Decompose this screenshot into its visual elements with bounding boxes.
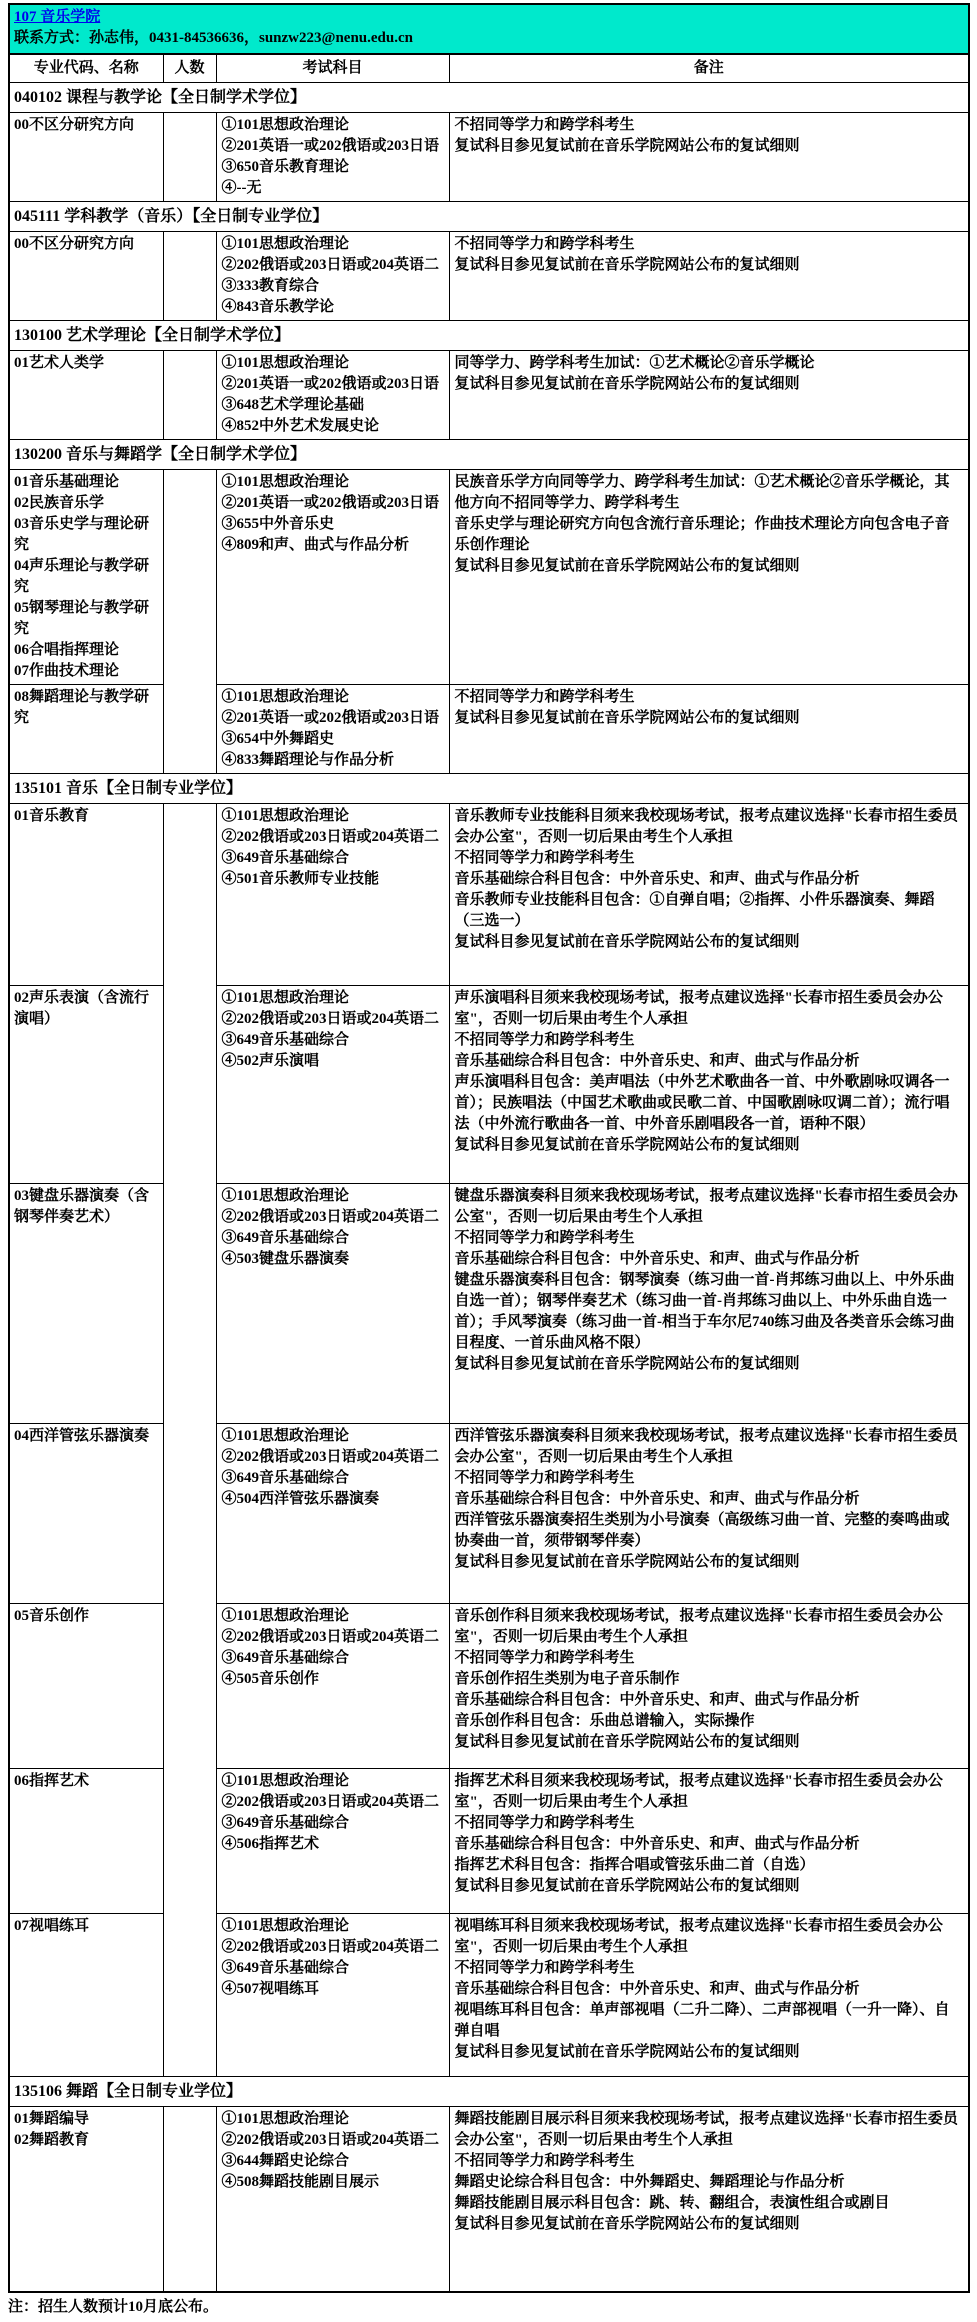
- college-header-row: [9, 4, 969, 54]
- note-line: 音乐基础综合科目包含：中外音乐史、和声、曲式与作品分析: [454, 1836, 860, 1852]
- subject-line: ③333教育综合: [221, 278, 320, 294]
- section-header-row: [9, 774, 969, 804]
- subject-line: ④502声乐演唱: [221, 1053, 320, 1069]
- note-line: 西洋管弦乐器演奏招生类别为小号演奏（高级练习曲一首、完整的奏鸣曲或协奏曲一首，须带钢琴伴奏）: [454, 1512, 950, 1549]
- major-cell: [9, 1769, 163, 1914]
- major-line: 01舞蹈编导: [14, 2111, 90, 2127]
- notes-cell: [449, 986, 969, 1184]
- count-cell: [163, 804, 216, 2077]
- major-cell: [9, 986, 163, 1184]
- subject-line: ①101思想政治理论: [221, 689, 350, 705]
- count-cell: [163, 113, 216, 202]
- subject-line: ②202俄语或203日语或204英语二: [221, 257, 440, 273]
- subjects-cell: [216, 685, 449, 774]
- subject-line: ①101思想政治理论: [221, 1773, 350, 1789]
- major-cell: [9, 1424, 163, 1604]
- major-line: 04声乐理论与教学研究: [14, 558, 150, 595]
- notes-cell: [449, 1769, 969, 1914]
- subject-line: ②201英语一或202俄语或203日语: [221, 376, 440, 392]
- note-line: 音乐基础综合科目包含：中外音乐史、和声、曲式与作品分析: [454, 871, 860, 887]
- subject-line: ④843音乐教学论: [221, 299, 335, 315]
- subject-line: ②202俄语或203日语或204英语二: [221, 1629, 440, 1645]
- note-line: 音乐基础综合科目包含：中外音乐史、和声、曲式与作品分析: [454, 1981, 860, 1997]
- major-line: 00不区分研究方向: [14, 236, 135, 252]
- note-line: 复试科目参见复试前在音乐学院网站公布的复试细则: [454, 1878, 800, 1894]
- college-link-line: [14, 7, 964, 28]
- major-line: 03音乐史学与理论研究: [14, 516, 150, 553]
- note-line: 不招同等学力和跨学科考生: [454, 1032, 635, 1048]
- subject-line: ②201英语一或202俄语或203日语: [221, 138, 440, 154]
- major-line: 01音乐基础理论: [14, 474, 120, 490]
- major-line: 03键盘乐器演奏（含钢琴伴奏艺术）: [14, 1188, 150, 1225]
- subject-line: ②202俄语或203日语或204英语二: [221, 1939, 440, 1955]
- section-title: 045111 学科教学（音乐）【全日制专业学位】: [9, 202, 969, 232]
- subject-line: ③655中外音乐史: [221, 516, 335, 532]
- subjects-cell: [216, 1914, 449, 2077]
- note-line: 复试科目参见复试前在音乐学院网站公布的复试细则: [454, 1554, 800, 1570]
- major-line: 01音乐教育: [14, 808, 90, 824]
- note-line: 不招同等学力和跨学科考生: [454, 236, 635, 252]
- section-header-row: [9, 321, 969, 351]
- major-line: 06指挥艺术: [14, 1773, 90, 1789]
- count-cell: [163, 2107, 216, 2292]
- note-line: 复试科目参见复试前在音乐学院网站公布的复试细则: [454, 710, 800, 726]
- major-line: 08舞蹈理论与教学研究: [14, 689, 150, 726]
- subjects-cell: [216, 1424, 449, 1604]
- subject-line: ①101思想政治理论: [221, 808, 350, 824]
- major-cell: [9, 351, 163, 440]
- subject-line: ①101思想政治理论: [221, 2111, 350, 2127]
- table-row: [9, 685, 969, 774]
- major-line: 00不区分研究方向: [14, 117, 135, 133]
- section-header-row: [9, 440, 969, 470]
- note-line: 同等学力、跨学科考生加试：①艺术概论②音乐学概论: [454, 355, 815, 371]
- note-line: 舞蹈技能剧目展示科目包含：跳、转、翻组合，表演性组合或剧目: [454, 2195, 890, 2211]
- subject-line: ④506指挥艺术: [221, 1836, 320, 1852]
- count-cell: [163, 351, 216, 440]
- note-line: 民族音乐学方向同等学力、跨学科考生加试：①艺术概论②音乐学概论，其他方向不招同等学力、跨学科考生: [454, 474, 950, 511]
- col-header-count: 人数: [163, 54, 216, 83]
- note-line: 西洋管弦乐器演奏科目须来我校现场考试，报考点建议选择"长春市招生委员会办公室"，否则一切后果由考生个人承担: [454, 1428, 958, 1465]
- note-line: 复试科目参见复试前在音乐学院网站公布的复试细则: [454, 2216, 800, 2232]
- major-line: 02声乐表演（含流行演唱）: [14, 990, 150, 1027]
- major-line: 05音乐创作: [14, 1608, 90, 1624]
- major-line: 02舞蹈教育: [14, 2132, 90, 2148]
- major-cell: [9, 804, 163, 986]
- note-line: 视唱练耳科目须来我校现场考试，报考点建议选择"长春市招生委员会办公室"，否则一切后果由考生个人承担: [454, 1918, 943, 1955]
- note-line: 不招同等学力和跨学科考生: [454, 1650, 635, 1666]
- note-line: 舞蹈技能剧目展示科目须来我校现场考试，报考点建议选择"长春市招生委员会办公室"，否则一切后果由考生个人承担: [454, 2111, 958, 2148]
- note-line: 不招同等学力和跨学科考生: [454, 1815, 635, 1831]
- subject-line: ②202俄语或203日语或204英语二: [221, 1449, 440, 1465]
- note-line: 指挥艺术科目包含：指挥合唱或管弦乐曲二首（自选）: [454, 1857, 815, 1873]
- subject-line: ②201英语一或202俄语或203日语: [221, 495, 440, 511]
- notes-cell: [449, 232, 969, 321]
- table-row: [9, 232, 969, 321]
- subjects-cell: [216, 470, 449, 685]
- section-title: 130100 艺术学理论【全日制学术学位】: [9, 321, 969, 351]
- subjects-cell: [216, 2107, 449, 2292]
- subject-line: ③649音乐基础综合: [221, 1815, 350, 1831]
- subject-line: ③649音乐基础综合: [221, 850, 350, 866]
- note-line: 音乐创作招生类别为电子音乐制作: [454, 1671, 680, 1687]
- notes-cell: [449, 2107, 969, 2292]
- note-line: 音乐基础综合科目包含：中外音乐史、和声、曲式与作品分析: [454, 1053, 860, 1069]
- note-line: 指挥艺术科目须来我校现场考试，报考点建议选择"长春市招生委员会办公室"，否则一切后果由考生个人承担: [454, 1773, 943, 1810]
- note-line: 音乐教师专业技能科目须来我校现场考试，报考点建议选择"长春市招生委员会办公室"，否则一切后果由考生个人承担: [454, 808, 958, 845]
- subject-line: ③648艺术学理论基础: [221, 397, 365, 413]
- note-line: 复试科目参见复试前在音乐学院网站公布的复试细则: [454, 934, 800, 950]
- note-line: 复试科目参见复试前在音乐学院网站公布的复试细则: [454, 1734, 800, 1750]
- section-header-row: [9, 2077, 969, 2107]
- note-line: 视唱练耳科目包含：单声部视唱（二升二降）、二声部视唱（一升一降）、自弹自唱: [454, 2002, 950, 2039]
- subject-line: ①101思想政治理论: [221, 1428, 350, 1444]
- note-line: 复试科目参见复试前在音乐学院网站公布的复试细则: [454, 376, 800, 392]
- subjects-cell: [216, 232, 449, 321]
- note-line: 不招同等学力和跨学科考生: [454, 1470, 635, 1486]
- column-header-row: [9, 54, 969, 83]
- subject-line: ④--无: [221, 180, 262, 196]
- notes-cell: [449, 113, 969, 202]
- table-row: [9, 1424, 969, 1604]
- section-title: 135106 舞蹈【全日制专业学位】: [9, 2077, 969, 2107]
- subject-line: ④504西洋管弦乐器演奏: [221, 1491, 380, 1507]
- subject-line: ①101思想政治理论: [221, 990, 350, 1006]
- note-line: 复试科目参见复试前在音乐学院网站公布的复试细则: [454, 2044, 800, 2060]
- note-line: 不招同等学力和跨学科考生: [454, 850, 635, 866]
- subject-line: ②202俄语或203日语或204英语二: [221, 1794, 440, 1810]
- note-line: 音乐基础综合科目包含：中外音乐史、和声、曲式与作品分析: [454, 1491, 860, 1507]
- notes-cell: [449, 685, 969, 774]
- note-line: 复试科目参见复试前在音乐学院网站公布的复试细则: [454, 138, 800, 154]
- table-row: [9, 113, 969, 202]
- subject-line: ③649音乐基础综合: [221, 1650, 350, 1666]
- note-line: 声乐演唱科目包含：美声唱法（中外艺术歌曲各一首、中外歌剧咏叹调各一首）；民族唱法（中国艺术歌曲或民歌二首、中国歌剧咏叹调二首）；流行唱法（中外流行歌曲各一首、中外音乐剧唱段各一首，语种不限）: [454, 1074, 950, 1132]
- subjects-cell: [216, 113, 449, 202]
- subject-line: ③649音乐基础综合: [221, 1230, 350, 1246]
- notes-cell: [449, 1424, 969, 1604]
- note-line: 音乐创作科目包含：乐曲总谱输入，实际操作: [454, 1713, 755, 1729]
- count-cell: [163, 232, 216, 321]
- major-line: 05钢琴理论与教学研究: [14, 600, 150, 637]
- subjects-cell: [216, 1184, 449, 1424]
- subject-line: ③649音乐基础综合: [221, 1960, 350, 1976]
- note-line: 声乐演唱科目须来我校现场考试，报考点建议选择"长春市招生委员会办公室"，否则一切后果由考生个人承担: [454, 990, 943, 1027]
- major-cell: [9, 1604, 163, 1769]
- notes-cell: [449, 804, 969, 986]
- table-row: [9, 2107, 969, 2292]
- note-line: 不招同等学力和跨学科考生: [454, 1230, 635, 1246]
- contact-info: 联系方式：孙志伟，0431-84536636，sunzw223@nenu.edu.cn: [14, 30, 413, 46]
- note-line: 音乐教师专业技能科目包含：①自弹自唱；②指挥、小件乐器演奏、舞蹈（三选一）: [454, 892, 935, 929]
- subject-line: ④833舞蹈理论与作品分析: [221, 752, 395, 768]
- subject-line: ①101思想政治理论: [221, 236, 350, 252]
- table-row: [9, 1769, 969, 1914]
- note-line: 键盘乐器演奏科目包含：钢琴演奏（练习曲一首-肖邦练习曲以上、中外乐曲自选一首）；钢琴伴奏艺术（练习曲一首-肖邦练习曲以上、中外乐曲自选一首）；手风琴演奏（练习曲一首-相当于车尔尼740练习曲及各类音乐会练习曲目程度、一首乐曲风格不限）: [454, 1272, 955, 1351]
- major-cell: [9, 1184, 163, 1424]
- table-body: [9, 4, 969, 2292]
- subject-line: ①101思想政治理论: [221, 355, 350, 371]
- major-cell: [9, 470, 163, 685]
- section-header-row: [9, 83, 969, 113]
- subject-line: ①101思想政治理论: [221, 1918, 350, 1934]
- major-line: 07视唱练耳: [14, 1918, 90, 1934]
- note-line: 复试科目参见复试前在音乐学院网站公布的复试细则: [454, 558, 800, 574]
- col-header-subjects: 考试科目: [216, 54, 449, 83]
- subjects-cell: [216, 351, 449, 440]
- table-row: [9, 804, 969, 986]
- subject-line: ①101思想政治理论: [221, 117, 350, 133]
- subject-line: ④503键盘乐器演奏: [221, 1251, 350, 1267]
- major-line: 06合唱指挥理论: [14, 642, 120, 658]
- table-row: [9, 470, 969, 685]
- note-line: 复试科目参见复试前在音乐学院网站公布的复试细则: [454, 257, 800, 273]
- section-title: 135101 音乐【全日制专业学位】: [9, 774, 969, 804]
- note-line: 音乐史学与理论研究方向包含流行音乐理论；作曲技术理论方向包含电子音乐创作理论: [454, 516, 950, 553]
- notes-cell: [449, 1914, 969, 2077]
- subject-line: ③649音乐基础综合: [221, 1470, 350, 1486]
- note-line: 音乐基础综合科目包含：中外音乐史、和声、曲式与作品分析: [454, 1251, 860, 1267]
- subject-line: ④505音乐创作: [221, 1671, 320, 1687]
- major-cell: [9, 1914, 163, 2077]
- notes-cell: [449, 470, 969, 685]
- major-cell: [9, 2107, 163, 2292]
- subject-line: ③644舞蹈史论综合: [221, 2153, 350, 2169]
- note-line: 复试科目参见复试前在音乐学院网站公布的复试细则: [454, 1356, 800, 1372]
- subjects-cell: [216, 804, 449, 986]
- note-line: 音乐创作科目须来我校现场考试，报考点建议选择"长春市招生委员会办公室"，否则一切后果由考生个人承担: [454, 1608, 943, 1645]
- note-line: 复试科目参见复试前在音乐学院网站公布的复试细则: [454, 1137, 800, 1153]
- subjects-cell: [216, 986, 449, 1184]
- subject-line: ③649音乐基础综合: [221, 1032, 350, 1048]
- subject-line: ②202俄语或203日语或204英语二: [221, 829, 440, 845]
- table-row: [9, 1604, 969, 1769]
- subject-line: ③650音乐教育理论: [221, 159, 350, 175]
- major-line: 04西洋管弦乐器演奏: [14, 1428, 150, 1444]
- note-line: 不招同等学力和跨学科考生: [454, 2153, 635, 2169]
- major-cell: [9, 685, 163, 774]
- subject-line: ④501音乐教师专业技能: [221, 871, 380, 887]
- subject-line: ①101思想政治理论: [221, 1188, 350, 1204]
- subject-line: ④852中外艺术发展史论: [221, 418, 380, 434]
- table-row: [9, 1914, 969, 2077]
- subject-line: ④809和声、曲式与作品分析: [221, 537, 410, 553]
- subject-line: ②202俄语或203日语或204英语二: [221, 1011, 440, 1027]
- col-header-notes: 备注: [449, 54, 969, 83]
- notes-cell: [449, 1604, 969, 1769]
- count-cell: [163, 470, 216, 774]
- notes-cell: [449, 1184, 969, 1424]
- note-line: 音乐基础综合科目包含：中外音乐史、和声、曲式与作品分析: [454, 1692, 860, 1708]
- subject-line: ②202俄语或203日语或204英语二: [221, 1209, 440, 1225]
- note-line: 舞蹈史论综合科目包含：中外舞蹈史、舞蹈理论与作品分析: [454, 2174, 845, 2190]
- subject-line: ④508舞蹈技能剧目展示: [221, 2174, 380, 2190]
- section-title: 040102 课程与教学论【全日制学术学位】: [9, 83, 969, 113]
- section-header-row: [9, 202, 969, 232]
- subjects-cell: [216, 1769, 449, 1914]
- note-line: 不招同等学力和跨学科考生: [454, 117, 635, 133]
- college-header-cell: [9, 4, 969, 54]
- subject-line: ①101思想政治理论: [221, 474, 350, 490]
- col-header-major-code: 专业代码、名称: [9, 54, 163, 83]
- subject-line: ②202俄语或203日语或204英语二: [221, 2132, 440, 2148]
- note-line: 不招同等学力和跨学科考生: [454, 1960, 635, 1976]
- subject-line: ③654中外舞蹈史: [221, 731, 335, 747]
- table-row: [9, 351, 969, 440]
- subject-line: ④507视唱练耳: [221, 1981, 320, 1997]
- subjects-cell: [216, 1604, 449, 1769]
- major-cell: [9, 232, 163, 321]
- note-line: 键盘乐器演奏科目须来我校现场考试，报考点建议选择"长春市招生委员会办公室"，否则一切后果由考生个人承担: [454, 1188, 958, 1225]
- notes-cell: [449, 351, 969, 440]
- footnote: 注：招生人数预计10月底公布。: [8, 2298, 219, 2315]
- subject-line: ②201英语一或202俄语或203日语: [221, 710, 440, 726]
- major-line: 07作曲技术理论: [14, 663, 120, 679]
- table-row: [9, 986, 969, 1184]
- major-cell: [9, 113, 163, 202]
- table-row: [9, 1184, 969, 1424]
- section-title: 130200 音乐与舞蹈学【全日制学术学位】: [9, 440, 969, 470]
- major-line: 01艺术人类学: [14, 355, 105, 371]
- college-link[interactable]: 107 音乐学院: [14, 9, 101, 25]
- admissions-page: [8, 3, 969, 2316]
- note-line: 不招同等学力和跨学科考生: [454, 689, 635, 705]
- major-line: 02民族音乐学: [14, 495, 105, 511]
- admissions-table: [8, 3, 970, 2293]
- subject-line: ①101思想政治理论: [221, 1608, 350, 1624]
